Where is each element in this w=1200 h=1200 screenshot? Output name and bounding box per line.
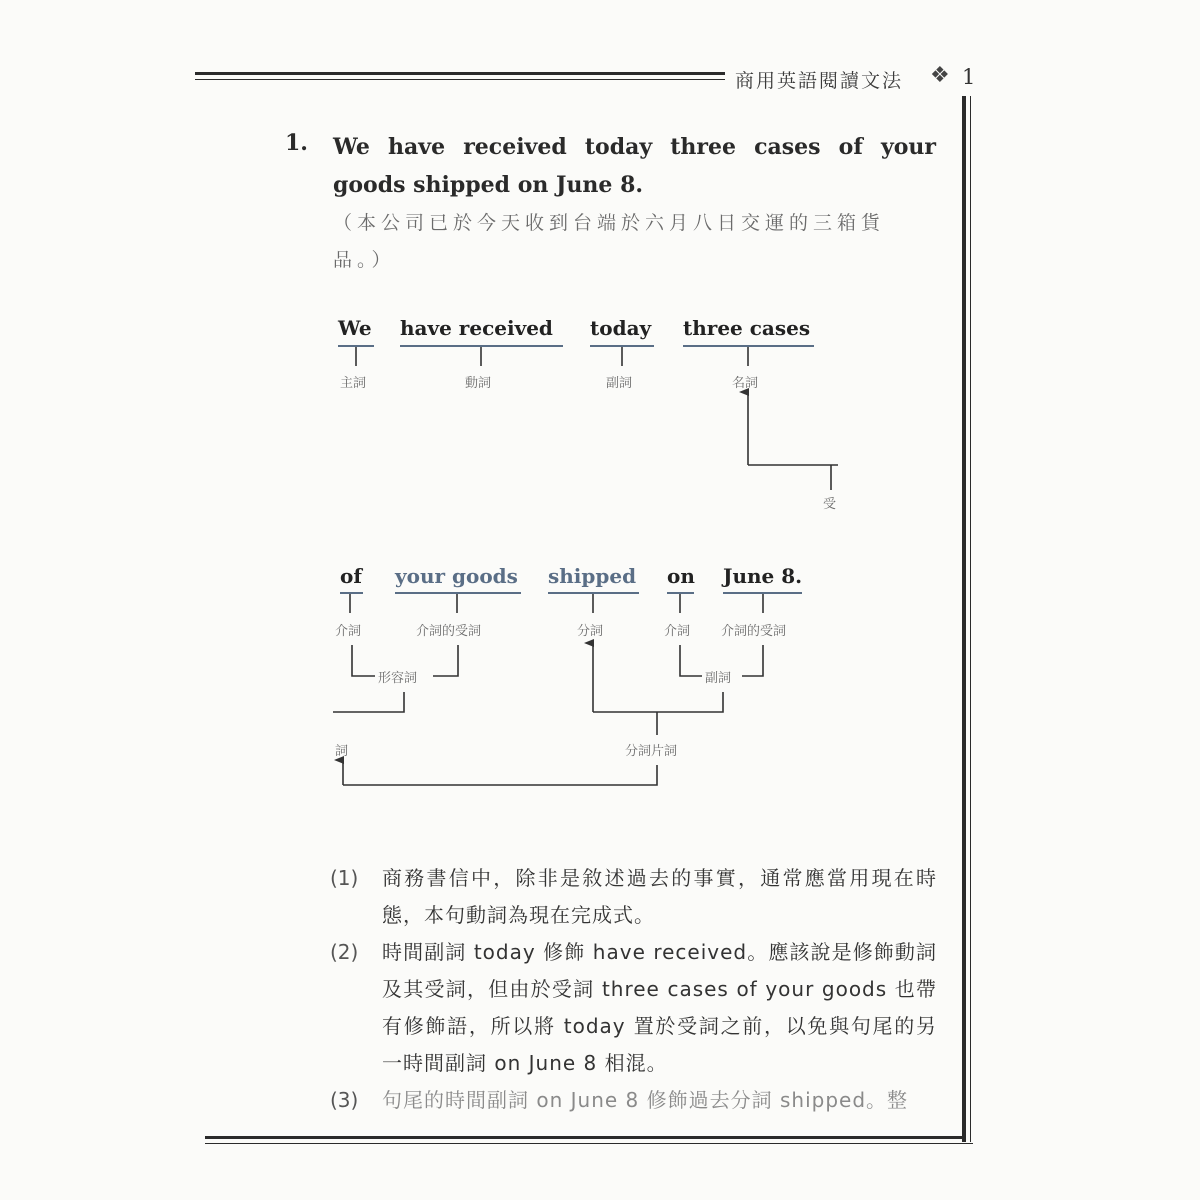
diagram-word-your-goods: your goods xyxy=(395,564,518,588)
running-head-title: 商用英語閱讀文法 xyxy=(735,70,904,92)
note-marker: (2) xyxy=(330,940,359,964)
diagram-word-shipped: shipped xyxy=(548,564,637,588)
word-underline xyxy=(395,592,521,594)
label-word: 詞 xyxy=(335,744,349,759)
label-prep-object-2: 介詞的受詞 xyxy=(721,624,787,639)
label-object: 受 xyxy=(823,497,837,512)
diagram-word-have-received: have received xyxy=(400,316,553,340)
word-underline xyxy=(340,592,363,594)
ornament-icon: ❖ xyxy=(930,63,950,88)
word-underline xyxy=(683,345,814,347)
word-underline xyxy=(400,345,563,347)
word-underline xyxy=(590,345,654,347)
word-underline xyxy=(667,592,694,594)
word-underline xyxy=(723,592,802,594)
label-adverb-phrase: 副詞 xyxy=(705,671,732,686)
label-preposition-2: 介詞 xyxy=(664,624,691,639)
word-underline xyxy=(548,592,639,594)
diagram-word-we: We xyxy=(338,316,372,340)
note-text: 句尾的時間副詞 on June 8 修飾過去分詞 shipped。整 xyxy=(382,1088,909,1112)
label-verb: 動詞 xyxy=(465,376,492,391)
diagram-word-on: on xyxy=(667,564,695,588)
note-text: 時間副詞 today 修飾 have received。應該說是修飾動詞及其受詞，但由於受詞 three cases of your goods 也帶有修飾語，所以將 today 置於受詞之前，以免與句尾的另一時間副詞 on June 8 相混。 xyxy=(382,940,937,1075)
diagram-word-today: today xyxy=(590,316,652,340)
page-number: 1 xyxy=(962,65,976,89)
label-prep-object: 介詞的受詞 xyxy=(416,624,482,639)
word-underline xyxy=(338,345,374,347)
note-text: 商務書信中，除非是敘述過去的事實，通常應當用現在時態，本句動詞為現在完成式。 xyxy=(382,866,937,927)
sentence-translation: （本公司已於今天收到台端於六月八日交運的三箱貨品。） xyxy=(333,212,886,271)
diagram-word-june-8: June 8. xyxy=(723,564,803,588)
note-marker: (3) xyxy=(330,1088,359,1112)
label-adjective-phrase: 形容詞 xyxy=(378,671,418,686)
diagram-word-three-cases: three cases xyxy=(683,316,811,340)
label-subject: 主詞 xyxy=(340,376,367,391)
diagram-word-of: of xyxy=(340,564,362,588)
label-noun: 名詞 xyxy=(732,376,759,391)
example-sentence: We have received today three cases of your goods shipped on June 8. xyxy=(333,134,936,198)
label-participial-phrase: 分詞片詞 xyxy=(625,744,678,759)
note-marker: (1) xyxy=(330,866,359,890)
sentence-number: 1. xyxy=(285,130,308,156)
label-preposition: 介詞 xyxy=(335,624,362,639)
label-participle: 分詞 xyxy=(577,624,604,639)
label-adverb: 副詞 xyxy=(606,376,633,391)
